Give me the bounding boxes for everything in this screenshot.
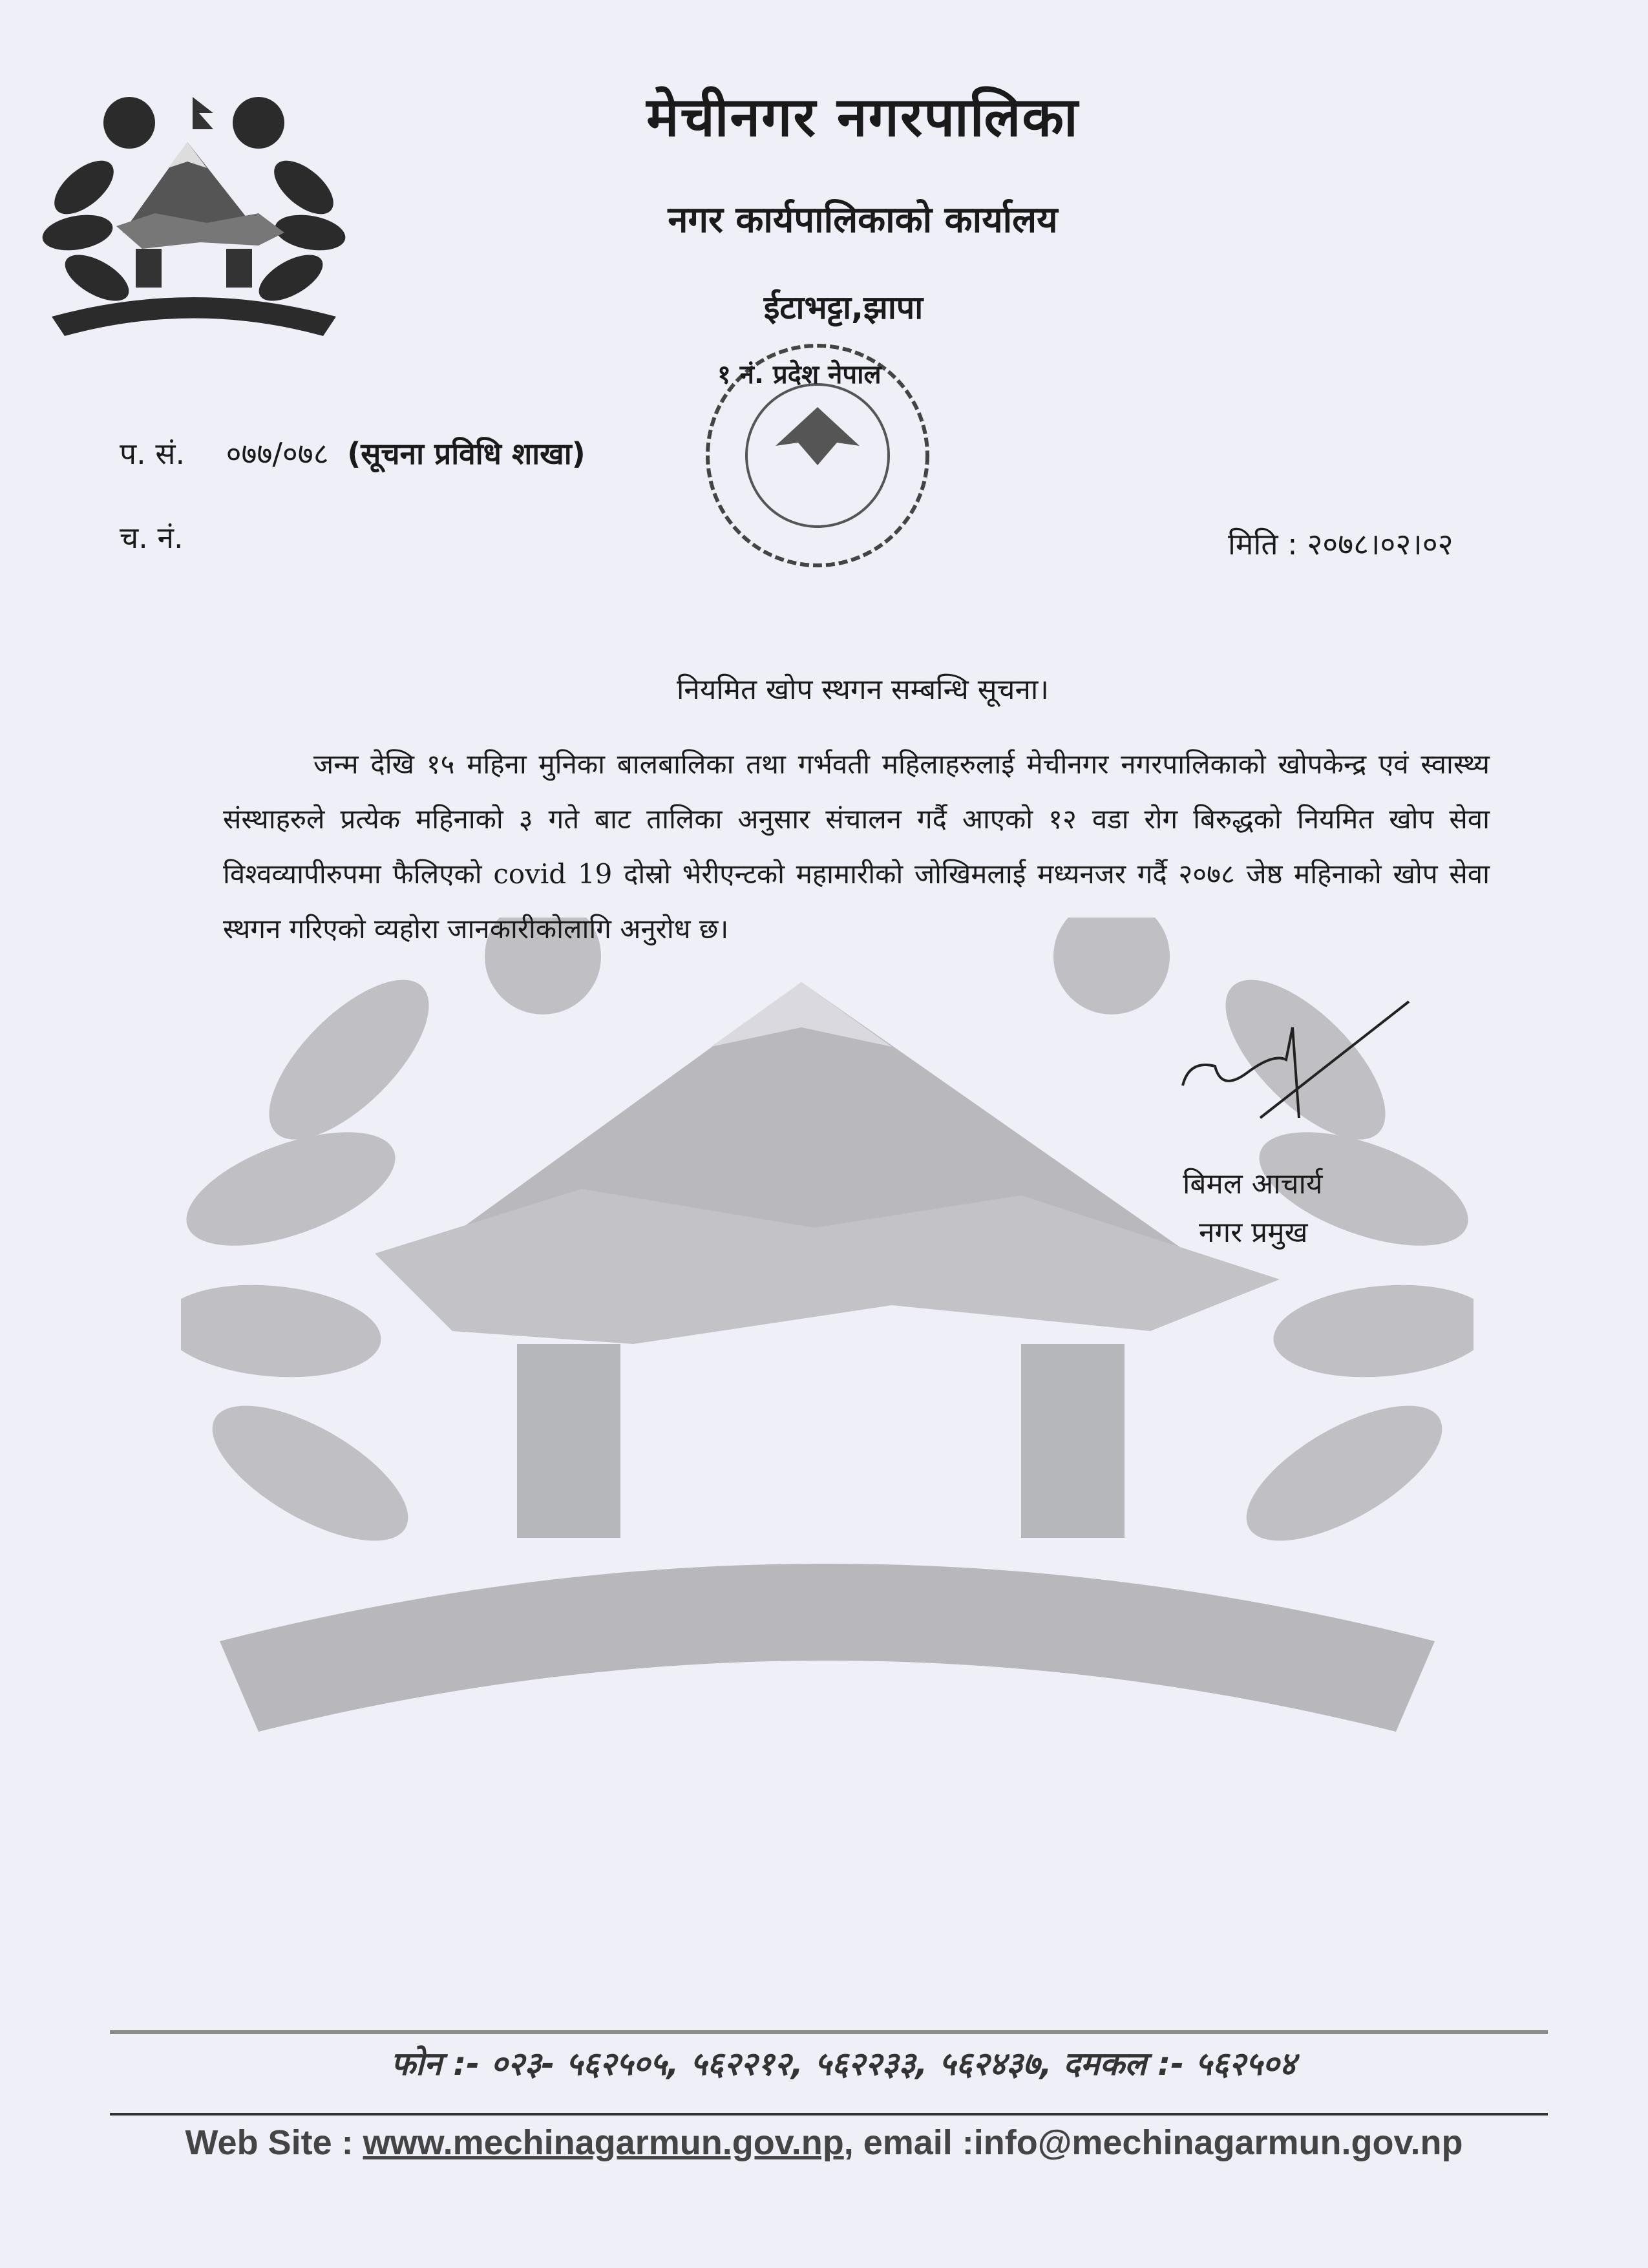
footer-divider-top: [110, 2030, 1548, 2034]
website-link[interactable]: www.mechinagarmun.gov.np: [363, 2123, 844, 2162]
footer-phone: फोन :- ०२३- ५६२५०५, ५६२२१२, ५६२२३३, ५६२४३७, दमकल :- ५६२५०४: [390, 2045, 1296, 2083]
patra-label: प. सं.: [120, 436, 185, 471]
signatory-name: बिमल आचार्य: [1183, 1168, 1323, 1201]
chalani-label: च. नं.: [120, 520, 184, 555]
patra-sankhya: [120, 433, 586, 473]
website-label: Web Site :: [185, 2123, 363, 2162]
notice-body-text: जन्म देखि १५ महिना मुनिका बालबालिका तथा गर्भवती महिलाहरुलाई मेचीनगर नगरपालिकाको खोपकेन्द्र एवं स्वास्थ्य संस्थाहरुले प्रत्येक महिनाको ३ गते बाट तालिका अनुसार संचालन गर्दै आएको १२ वडा रोग बिरुद्धको नियमित खोप सेवा विश्वव्यापीरुपमा फैलिएको covid 19 दोस्रो भेरीएन्टको महामारीको जोखिमलाई मध्यनजर गर्दै २०७८ जेष्ठ महिनाको खोप सेवा स्थगन गरिएको व्यहोरा जानकारीकोलागि अनुरोध छ।: [223, 748, 1490, 945]
letter-date: [1228, 523, 1453, 563]
footer-contact: [0, 2123, 1648, 2163]
footer-divider-bottom: [110, 2113, 1548, 2116]
email-link[interactable]: info@mechinagarmun.gov.np: [973, 2123, 1463, 2162]
municipality-name: मेचीनगर नगरपालिका: [646, 85, 1079, 149]
branch-name: (सूचना प्रविधि शाखा): [347, 436, 586, 471]
notice-body: [223, 737, 1490, 956]
email-label: , email :: [843, 2123, 974, 2162]
notice-subject: नियमित खोप स्थगन सम्बन्धि सूचना।: [677, 673, 1049, 706]
office-name: नगर कार्यपालिकाको कार्यालय: [668, 199, 1058, 241]
chalani-number: [120, 517, 217, 557]
date-label: मिति :: [1228, 527, 1298, 562]
office-location: ईटाभट्टा,झापा: [763, 289, 924, 326]
stamp-label: १ नं. प्रदेश नेपाल: [717, 360, 882, 390]
patra-value: ०७७/०७८: [226, 436, 329, 471]
signatory-title: नगर प्रमुख: [1199, 1216, 1308, 1249]
date-value: २०७८।०२।०२: [1307, 527, 1453, 562]
signature-icon: [1163, 989, 1422, 1150]
